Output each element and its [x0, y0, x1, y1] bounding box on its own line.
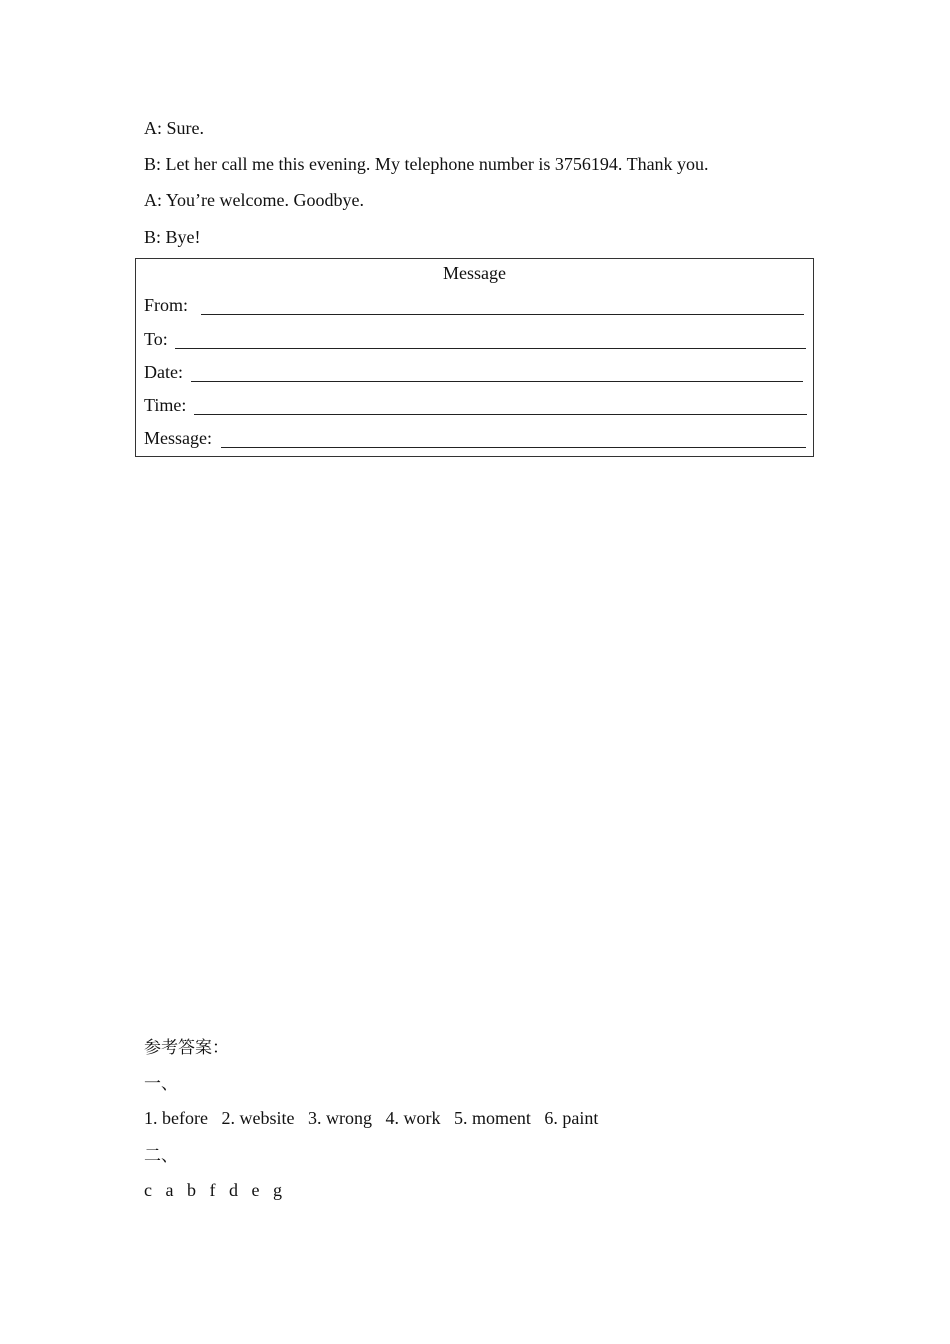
message-form-title: Message: [443, 263, 506, 283]
field-from-label: From:: [144, 295, 189, 315]
field-time-line[interactable]: [194, 414, 807, 415]
message-form: [135, 258, 814, 457]
field-time-label: Time:: [144, 395, 187, 415]
answers-section-1: 1. before 2. website 3. wrong 4. work 5. moment 6. paint: [144, 1108, 599, 1128]
dialogue-line-4: B: Bye!: [144, 227, 201, 247]
field-to-line[interactable]: [175, 348, 806, 349]
field-message-label: Message:: [144, 428, 212, 448]
field-to-label: To:: [144, 329, 168, 349]
field-date-line[interactable]: [191, 381, 803, 382]
answers-heading: 参考答案：: [144, 1038, 229, 1058]
field-message-line[interactable]: [221, 447, 806, 448]
answers-section-1-label: 一、: [144, 1074, 178, 1094]
field-date-label: Date:: [144, 362, 183, 382]
field-from-line[interactable]: [201, 314, 804, 315]
dialogue-line-3: A: You’re welcome. Goodbye.: [144, 190, 364, 210]
answers-section-2-label: 二、: [144, 1146, 178, 1166]
answers-section-2: c a b f d e g: [144, 1180, 282, 1200]
dialogue-line-1: A: Sure.: [144, 118, 204, 138]
dialogue-line-2: B: Let her call me this evening. My telephone number is 3756194. Thank you.: [144, 154, 709, 174]
